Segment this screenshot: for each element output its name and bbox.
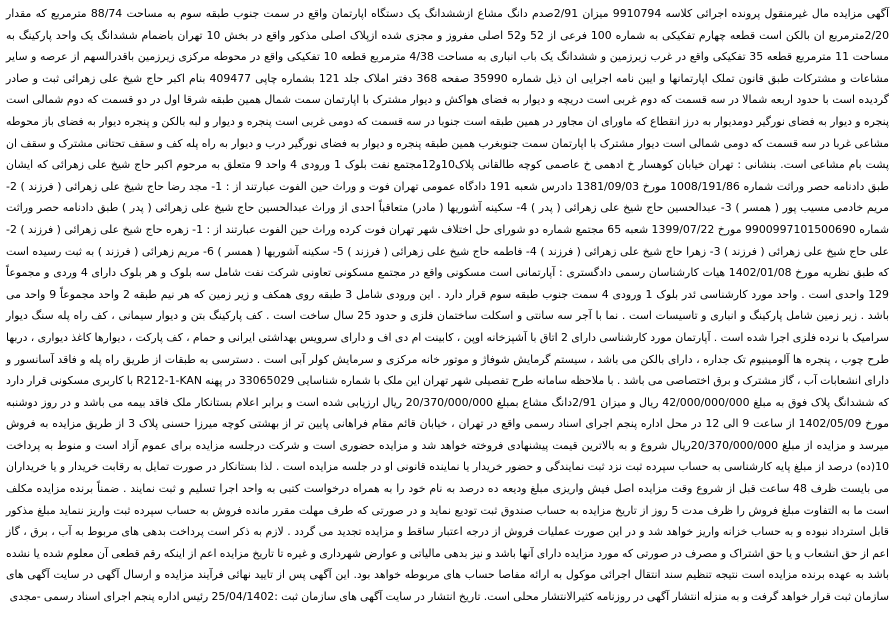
auction-notice-text: آگهی مزایده مال غیرمنقول پرونده اجرائی کلاسه 9910794 میزان 2/91صدم دانگ مشاع ازششدانگ یک دستگاه اپارتمان واقع در سمت جنوب طبقه سوم به مساحت 88/74 مترمربع که مقدار 2/20مترمربع ان بالکن است قطعه چهارم تفکیکی به شماره 100 فرعی از 52 و52 اصلی مفروز و مجزی شده ازپلاک اصلی مذکور واقع در بخش 10 تهران باضمام ششدانگ یک واحد پارکینگ به مساحت 11 مترمربع قطعه 35 تفکیکی واقع در غرب زیرزمین و ششدانگ یک باب انباری به مساحت 4/38 مترمربع قطعه 10 تفکیکی واقع در محوطه مرکزی زیرزمین باقدرالسهم از عرصه و سایر مشاعات و مشترکات طبق قانون تملک اپارتمانها و ایین نامه اجرایی ان ذیل شماره 35990 صفحه 368 دفتر املاک جلد 121 بشماره چاپی 409477 بنام اکبر حاج شیخ علی زهرائی ثبت و صادر گردیده است با حدود اربعه شمالا در سه قسمت که دوم غربی است دریچه و دیوار به فضای هواکش و دیوار مشترک با اپارتمان سمت شمال همین طبقه شرقا اول در دو قسمت که دوم شمالی است پنجره و دیوار به فضای نورگیر دومدیوار به درز انقطاع که ماورای ان مجاور در همین طبقه است جنوبا در سه قسمت که دومی غربی است پنجره و دیوار و لبه بالکن و پنجره دیوار به فضای باز محوطه مشاعی غربا در سه قسمت که دومی شمالی است دیوار مشترک با اپارتمان سمت جنوبغرب همین طبقه پنجره و دیوار به فضای نورگیر درب و دیوار به راه پله کف و سقف تحتانی مشترک و سقف ان پشت بام مشاعی است. بنشانی : تهران خیابان کوهسار خ ادهمی خ عاصمی کوچه طالقانی پلاک10و12مجتمع نفت بلوک 1 ورودی 4 واحد 9 متعلق به مرحوم اکبر حاج شیخ علی زهرائی که ایشان طبق دادنامه حصر وراثت شماره 1008/191/86 مورخ 1381/09/03 دادرس شعبه 191 دادگاه عمومی تهران فوت و وراث حین الفوت عبارتند از : 1- مجد رضا حاج شیخ علی زهرائی ( فرزند ) 2- مریم خادمی مسیب پور ( همسر ) 3- عبدالحسین حاج شیخ علی زهرائی ( پدر ) 4- سکینه آشوریها ( مادر) متعاقباً احدی از وراث عبدالحسین حاج شیخ علی زهرائی ( پدر ) طبق دادنامه حصر وراثت شماره 9900997101500690 مورخ 1399/07/22 شعبه 65 مجتمع شماره دو شورای حل اختلاف شهر تهران فوت کرده وراث حین الفوت عبارتند از : 1- زهره حاج شیخ علی زهرائی ( فرزند ) 2- علی حاج شیخ علی زهرائی ( فرزند ) 3- زهرا حاج شیخ علی زهرائی ( فرزند ) 4- فاطمه حاج شیخ علی زهرائی ( فرزند ) 5- سکینه آشوریها ( همسر ) 6- مریم زهرائی ( فرزند ) به ثبت رسیده است که طبق نظریه مورخ 1402/01/08 هیات کارشناسان رسمی دادگستری : آپارتمانی است مسکونی واقع در مجتمع مسکونی تعاونی شرکت نفت شامل سه بلوک و هر بلوک دارای 4 وردی و مجموعاً 129 واحدی است . واحد مورد کارشناسی ئدر بلوک 1 ورودی 4 سمت جنوب طبقه سوم قرار دارد . این ورودی شامل 3 طبقه روی همکف و زیر زمین که هر نیم طبقه 2 واحد مجموعاً 9 واحد می باشد . زیر زمین شامل پارکینگ و انباری و تاسیسات است . نما با آجر سه سانتی و اسکلت ساختمان فلزی و حدود 25 سال ساخت است . کف پارکینگ بتن و دیوار سیمانی ، کف راه پله سنگ دیوار سرامیک با نرده فلزی اجرا شده است . آپارتمان مورد کارشناسی دارای 2 اتاق با آشپزخانه اوپن ، کابینت ام دی اف و دارای سرویس بهداشتی ایرانی و حمام ، کف پارکت ، دیوارها کاغذ دیواری ، دربها طرح چوب ، پنجره ها آلومینیوم تک جداره ، دارای بالکن می باشد ، سیستم گرمایش شوفاژ و موتور خانه مرکزی و سرمایش کولر آبی است . دسترسی به طبقات از طریق راه پله و فاقد آسانسور و دارای انشعابات آب ، گاز مشترک و برق اختصاصی می باشد . با ملاحظه سامانه طرح تفصیلی شهر تهران این ملک با شماره شناسایی 33065029 در پهنه R212-1-KAN با کاربری مسکونی قرار دارد که ششدانگ پلاک فوق به مبلغ 42/000/000/000 ریال و میزان 2/91دانگ مشاع بمبلغ 20/370/000/000 ریال ارزیابی شده است و برابر اعلام بستانکار ملک فاقد بیمه می باشد و در روز دوشنبه مورخ 1402/05/09 از ساعت 9 الی 12 در محل اداره پنجم اجرای اسناد رسمی واقع در تهران ، خیابان قائم مقام فراهانی پایین تر از بهشتی کوچه میرزا حسنی پلاک 3 از طریق مزایده به فروش میرسد و مزایده از مبلغ 20/370/000/000ریال شروع و به بالاترین قیمت پیشنهادی فروخته خواهد شد و مزایده حضوری است و شرکت درجلسه مزایده برای عموم آزاد است و منوط به پرداخت 10(ده) درصد از مبلغ پایه کارشناسی به حساب سپرده ثبت نزد ثبت نمایندگی و حضور خریدار یا نماینده قانونی او در جلسه مزایده است . لذا بستانکار در صورت تمایل به رقابت خریدار و یا خریداران می بایست ظرف 48 ساعت قبل از شروع وقت مزایده اصل فیش واریزی مبلغ ودیعه ده درصد به نام خود را به همراه درخواست کتبی به واحد اجرا تسلیم و ثبت نمایند . ضمناً برنده مزایده مکلف است ما به التفاوت مبلغ فروش را ظرف مدت 5 روز از تاریخ مزایده به حساب صندوق ثبت تودیع نماید و در صورتی که طرف مهلت مقرر مانده فروش به حساب سپرده ثبت واریز ننماید مبلغ مذکور قابل استرداد نبوده و به حساب خزانه واریز خواهد شد و در این صورت عملیات فروش از درجه اعتبار ساقط و مزایده تجدید می گردد . لازم به ذکر است پرداخت بدهی های مربوط به آب ، برق ، گاز اعم از حق انشعاب و یا حق اشتراک و مصرف در صورتی که مورد مزایده دارای آنها باشد و نیز بدهی مالیاتی و عوارض شهرداری و غیره تا تاریخ مزایده اعم از اینکه رقم قطعی آن معلوم شده یا نشده باشد به عهده برنده مزایده است نتیجه تنظیم سند انتقال اجرائی موکول به ارائه مفاصا حساب های مربوطه خواهد بود. این آگهی پس از تایید نهائی فرآیند مزایده و ارسال آگهی در سایت آگهی های سازمان ثبت قرار خواهد گرفت و به منزله انتشار آگهی در روزنامه کثیرالانتشار محلی است. تاریخ انتشار در سایت آگهی های سازمان ثبت :25/04/1402 رئیس اداره پنجم اجرای اسناد رسمی -مجدی	[6, 7, 890, 604]
